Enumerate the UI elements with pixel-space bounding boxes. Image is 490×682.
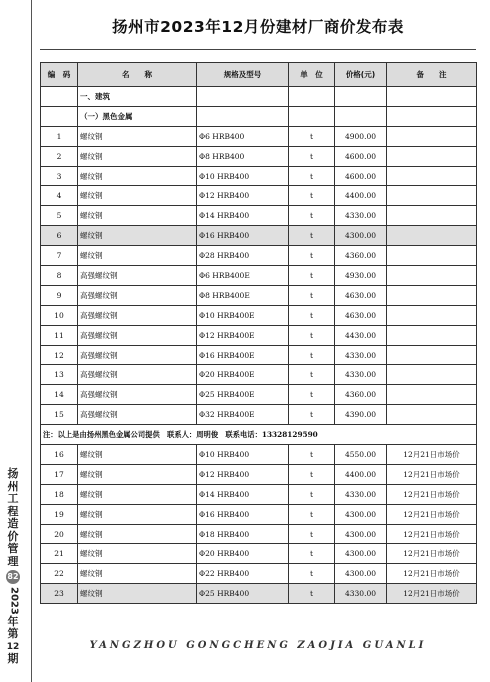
cell-name: 高强螺纹钢 (78, 345, 197, 365)
cell-code: 18 (41, 484, 78, 504)
cell-remark: 12月21日市场价 (387, 445, 477, 465)
journal-char: 工 (7, 492, 19, 505)
cell-price: 4400.00 (335, 464, 387, 484)
table-body (41, 87, 477, 604)
cell-remark (387, 385, 477, 405)
cell-unit: t (289, 246, 335, 266)
issue-char: 年 (7, 614, 19, 628)
table-row (41, 445, 477, 465)
cell-price: 4550.00 (335, 445, 387, 465)
cell-name: 高强螺纹钢 (78, 385, 197, 405)
cell-code: 11 (41, 325, 78, 345)
table-row (41, 226, 477, 246)
table-row (41, 365, 477, 385)
header-name: 名 称 (78, 63, 197, 87)
cell-price: 4390.00 (335, 405, 387, 425)
cell-price: 4330.00 (335, 484, 387, 504)
cell-unit: t (289, 464, 335, 484)
page-title: 扬州市2023年12月份建材厂商价发布表 (112, 18, 404, 36)
cell-spec: Φ20 HRB400E (197, 365, 289, 385)
cell-remark (387, 126, 477, 146)
header-unit: 单 位 (289, 63, 335, 87)
table-row (41, 584, 477, 604)
cell-remark (387, 266, 477, 286)
cell-unit: t (289, 266, 335, 286)
journal-char: 价 (7, 529, 19, 543)
cell-remark (387, 325, 477, 345)
cell-remark (387, 246, 477, 266)
cell-name: 螺纹钢 (78, 584, 197, 604)
title-rule (40, 49, 476, 50)
cell-remark (387, 365, 477, 385)
table-row (41, 544, 477, 564)
cell-code: 19 (41, 504, 78, 524)
cell-unit: t (289, 484, 335, 504)
cell-name: 螺纹钢 (78, 564, 197, 584)
cell-price: 4930.00 (335, 266, 387, 286)
cell-code: 5 (41, 206, 78, 226)
cell-spec: Φ8 HRB400E (197, 285, 289, 305)
cell-remark (387, 226, 477, 246)
issue-year: 2023 (8, 587, 20, 615)
cell-unit: t (289, 285, 335, 305)
cell-code: 1 (41, 126, 78, 146)
issue-char: 期 (7, 652, 19, 666)
cell-code: 3 (41, 166, 78, 186)
table-row (41, 206, 477, 226)
table-row (41, 504, 477, 524)
cell-price: 4630.00 (335, 305, 387, 325)
cell-price: 4360.00 (335, 385, 387, 405)
table-row (41, 246, 477, 266)
cell-price: 4360.00 (335, 246, 387, 266)
section-row (41, 87, 477, 107)
cell-spec: Φ14 HRB400 (197, 206, 289, 226)
cell-unit: t (289, 186, 335, 206)
cell-name: 螺纹钢 (78, 544, 197, 564)
cell-remark (387, 305, 477, 325)
cell-unit: t (289, 146, 335, 166)
cell-price: 4330.00 (335, 206, 387, 226)
cell-name: 高强螺纹钢 (78, 325, 197, 345)
cell-name: 高强螺纹钢 (78, 405, 197, 425)
cell-code: 12 (41, 345, 78, 365)
table-row (41, 126, 477, 146)
cell-spec: Φ32 HRB400E (197, 405, 289, 425)
cell-code: 7 (41, 246, 78, 266)
cell-code: 15 (41, 405, 78, 425)
note-row (41, 425, 477, 445)
cell-unit: t (289, 405, 335, 425)
cell-unit: t (289, 365, 335, 385)
cell-spec: Φ25 HRB400 (197, 584, 289, 604)
cell-name: 螺纹钢 (78, 126, 197, 146)
cell-remark: 12月21日市场价 (387, 484, 477, 504)
cell-code: 4 (41, 186, 78, 206)
cell-code: 2 (41, 146, 78, 166)
cell-spec: Φ10 HRB400 (197, 166, 289, 186)
cell-spec: Φ12 HRB400 (197, 186, 289, 206)
cell-name: 螺纹钢 (78, 246, 197, 266)
cell-code: 21 (41, 544, 78, 564)
cell-remark: 12月21日市场价 (387, 504, 477, 524)
cell-name: 螺纹钢 (78, 524, 197, 544)
margin-rule (31, 0, 32, 682)
table-row (41, 564, 477, 584)
cell-code: 22 (41, 564, 78, 584)
journal-sidebar (2, 468, 24, 666)
cell-name: 高强螺纹钢 (78, 305, 197, 325)
cell-spec: Φ25 HRB400E (197, 385, 289, 405)
table-row (41, 146, 477, 166)
cell-price: 4330.00 (335, 345, 387, 365)
cell-name: 螺纹钢 (78, 206, 197, 226)
cell-name: 高强螺纹钢 (78, 266, 197, 286)
cell-price: 4600.00 (335, 146, 387, 166)
cell-spec: Φ20 HRB400 (197, 544, 289, 564)
cell-spec: Φ18 HRB400 (197, 524, 289, 544)
table-header-row (41, 63, 477, 87)
journal-char: 造 (7, 517, 19, 530)
cell-unit: t (289, 544, 335, 564)
cell-spec: Φ10 HRB400E (197, 305, 289, 325)
cell-spec: Φ6 HRB400 (197, 126, 289, 146)
cell-price: 4300.00 (335, 524, 387, 544)
cell-price: 4600.00 (335, 166, 387, 186)
cell-spec: Φ14 HRB400 (197, 484, 289, 504)
cell-code: 14 (41, 385, 78, 405)
cell-code: 6 (41, 226, 78, 246)
cell-price: 4330.00 (335, 584, 387, 604)
table-row (41, 305, 477, 325)
cell-code: 17 (41, 464, 78, 484)
table-row (41, 285, 477, 305)
journal-char: 理 (7, 554, 19, 568)
supplier-note: 注：以上是由扬州黑色金属公司提供 联系人：周明俊 联系电话：13328129590 (41, 425, 477, 445)
cell-name: 螺纹钢 (78, 166, 197, 186)
cell-code: 20 (41, 524, 78, 544)
subsection-row (41, 106, 477, 126)
cell-unit: t (289, 345, 335, 365)
price-table (40, 62, 477, 604)
cell-name: 螺纹钢 (78, 504, 197, 524)
cell-price: 4300.00 (335, 544, 387, 564)
cell-price: 4900.00 (335, 126, 387, 146)
cell-price: 4300.00 (335, 226, 387, 246)
cell-price: 4630.00 (335, 285, 387, 305)
journal-char: 扬 (7, 467, 19, 480)
section-label: 一、建筑 (78, 87, 197, 107)
cell-unit: t (289, 504, 335, 524)
journal-char: 程 (7, 504, 19, 518)
issue-char: 12 (6, 641, 20, 652)
cell-unit: t (289, 226, 335, 246)
cell-unit: t (289, 126, 335, 146)
cell-remark (387, 285, 477, 305)
cell-code: 23 (41, 584, 78, 604)
cell-remark (387, 146, 477, 166)
cell-unit: t (289, 445, 335, 465)
cell-remark (387, 405, 477, 425)
subsection-label: （一）黑色金属 (78, 106, 197, 126)
cell-name: 螺纹钢 (78, 445, 197, 465)
header-remark: 备 注 (387, 63, 477, 87)
table-row (41, 166, 477, 186)
cell-price: 4300.00 (335, 504, 387, 524)
cell-price: 4400.00 (335, 186, 387, 206)
journal-char: 州 (7, 479, 19, 493)
table-row (41, 186, 477, 206)
cell-spec: Φ6 HRB400E (197, 266, 289, 286)
cell-code: 13 (41, 365, 78, 385)
cell-unit: t (289, 584, 335, 604)
cell-remark: 12月21日市场价 (387, 584, 477, 604)
page-number-badge: 82 (6, 570, 20, 584)
cell-spec: Φ10 HRB400 (197, 445, 289, 465)
cell-name: 高强螺纹钢 (78, 365, 197, 385)
issue-char: 第 (7, 627, 19, 641)
cell-unit: t (289, 385, 335, 405)
cell-remark (387, 166, 477, 186)
cell-unit: t (289, 564, 335, 584)
table-row (41, 266, 477, 286)
cell-unit: t (289, 524, 335, 544)
cell-price: 4300.00 (335, 564, 387, 584)
cell-name: 高强螺纹钢 (78, 285, 197, 305)
cell-name: 螺纹钢 (78, 146, 197, 166)
table-row (41, 524, 477, 544)
cell-price: 4430.00 (335, 325, 387, 345)
header-price: 价格(元) (335, 63, 387, 87)
cell-price: 4330.00 (335, 365, 387, 385)
cell-code: 10 (41, 305, 78, 325)
cell-unit: t (289, 325, 335, 345)
cell-code: 16 (41, 445, 78, 465)
cell-spec: Φ16 HRB400E (197, 345, 289, 365)
cell-spec: Φ8 HRB400 (197, 146, 289, 166)
table-row (41, 325, 477, 345)
journal-char: 管 (7, 542, 19, 555)
cell-spec: Φ12 HRB400 (197, 464, 289, 484)
header-spec: 规格及型号 (197, 63, 289, 87)
cell-unit: t (289, 305, 335, 325)
cell-spec: Φ28 HRB400 (197, 246, 289, 266)
header-code: 编 码 (41, 63, 78, 87)
journal-footer: YANGZHOU GONGCHENG ZAOJIA GUANLI (89, 640, 427, 651)
table-row (41, 464, 477, 484)
cell-unit: t (289, 206, 335, 226)
cell-spec: Φ16 HRB400 (197, 504, 289, 524)
cell-remark (387, 206, 477, 226)
cell-remark: 12月21日市场价 (387, 524, 477, 544)
table-row (41, 405, 477, 425)
table-row (41, 385, 477, 405)
cell-remark: 12月21日市场价 (387, 544, 477, 564)
table-row (41, 484, 477, 504)
cell-name: 螺纹钢 (78, 186, 197, 206)
cell-spec: Φ16 HRB400 (197, 226, 289, 246)
cell-name: 螺纹钢 (78, 464, 197, 484)
cell-remark (387, 345, 477, 365)
cell-remark: 12月21日市场价 (387, 464, 477, 484)
cell-code: 8 (41, 266, 78, 286)
cell-remark: 12月21日市场价 (387, 564, 477, 584)
cell-remark (387, 186, 477, 206)
cell-spec: Φ12 HRB400E (197, 325, 289, 345)
cell-name: 螺纹钢 (78, 484, 197, 504)
cell-name: 螺纹钢 (78, 226, 197, 246)
cell-unit: t (289, 166, 335, 186)
cell-code: 9 (41, 285, 78, 305)
table-row (41, 345, 477, 365)
cell-spec: Φ22 HRB400 (197, 564, 289, 584)
